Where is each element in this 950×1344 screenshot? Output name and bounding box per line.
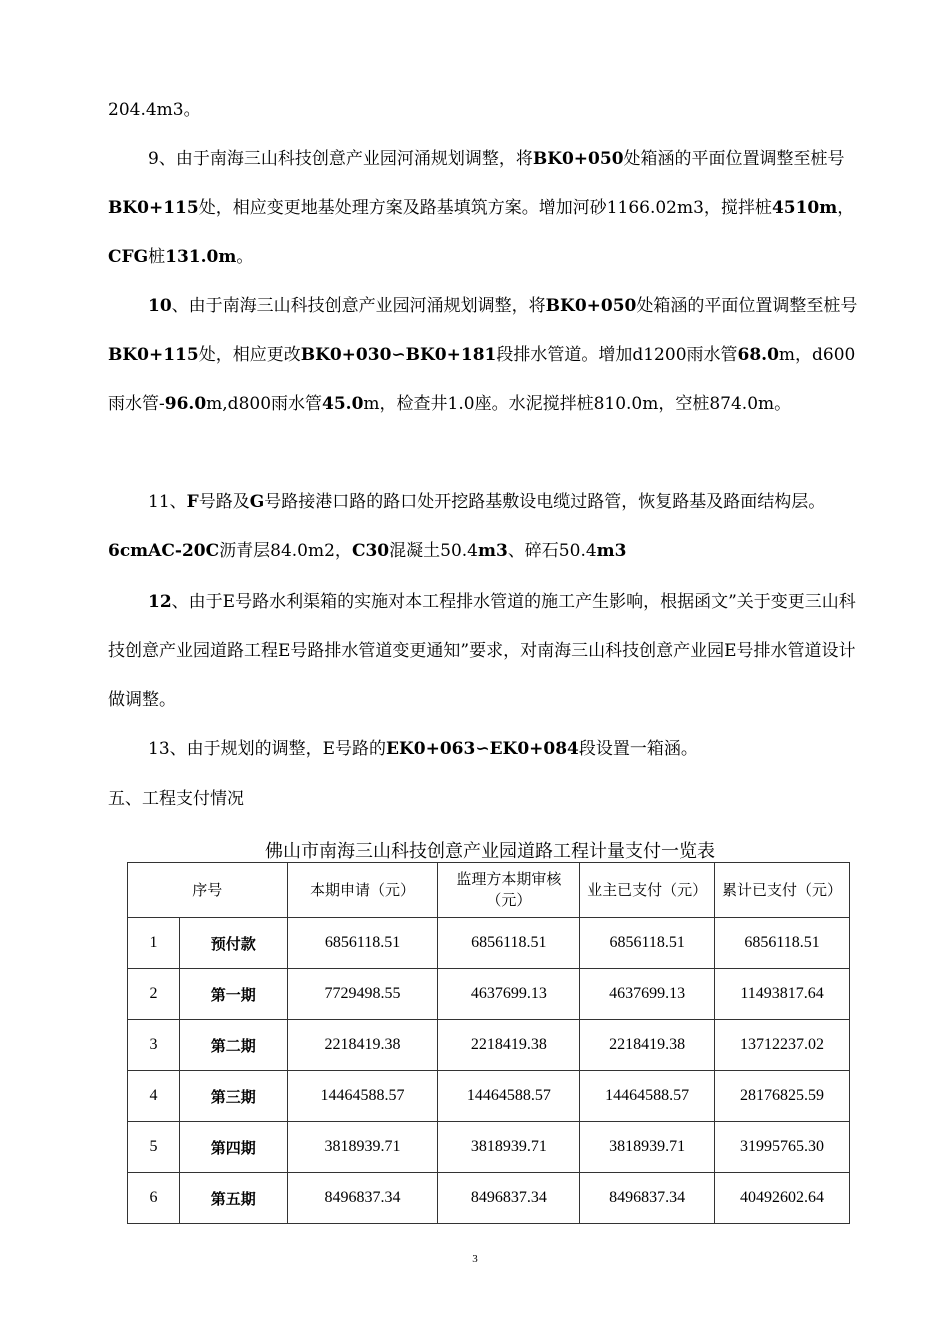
row-supervisor: 2218419.38 — [438, 1020, 580, 1071]
paragraph-item-12: 12、由于E号路水利渠箱的实施对本工程排水管道的施工产生影响，根据函文”关于变更三山科技创意产业园道路工程E号路排水管道变更通知”要求，对南海三山科技创意产业园E号排水管道设计做调整。 — [108, 592, 856, 710]
row-supervisor: 8496837.34 — [438, 1173, 580, 1224]
row-cumulative: 11493817.64 — [715, 969, 850, 1020]
paragraph-item-10: 10、由于南海三山科技创意产业园河涌规划调整，将BK0+050处箱涵的平面位置调整至桩号BK0+115处，相应更改BK0+030∽BK0+181段排水管道。增加d1200雨水管68.0m，d600雨水管-96.0m,d800雨水管45.0m，检查井1.0座。水泥搅拌桩810.0m，空桩874.0m。 — [108, 296, 858, 414]
table-row — [128, 1122, 850, 1173]
header-supervisor: 监理方本期审核（元） — [438, 863, 580, 918]
row-current: 7729498.55 — [287, 969, 438, 1020]
row-cumulative: 28176825.59 — [715, 1071, 850, 1122]
paragraph-item-9: 9、由于南海三山科技创意产业园河涌规划调整，将BK0+050处箱涵的平面位置调整至桩号BK0+115处，相应变更地基处理方案及路基填筑方案。增加河砂1166.02m3，搅拌桩4510m，CFG桩131.0m。 — [108, 149, 855, 267]
row-period: 第二期 — [179, 1020, 287, 1071]
table-row — [128, 1071, 850, 1122]
paragraph-item-11: 11、F号路及G号路接港口路的路口处开挖路基敷设电缆过路管，恢复路基及路面结构层。6cmAC-20C沥青层84.0m2，C30混凝土50.4m3、碎石50.4m3 — [108, 492, 826, 561]
paragraph-item-13: 13、由于规划的调整，E号路的EK0+063∽EK0+084段设置一箱涵。 — [148, 739, 698, 759]
row-period: 第一期 — [179, 969, 287, 1020]
table-row — [128, 1020, 850, 1071]
row-cumulative: 6856118.51 — [715, 918, 850, 969]
row-supervisor: 6856118.51 — [438, 918, 580, 969]
row-period: 第三期 — [179, 1071, 287, 1122]
row-current: 8496837.34 — [287, 1173, 438, 1224]
row-current: 6856118.51 — [287, 918, 438, 969]
row-number: 3 — [128, 1020, 180, 1071]
row-period: 预付款 — [179, 918, 287, 969]
table-caption: 佛山市南海三山科技创意产业园道路工程计量支付一览表 — [265, 841, 715, 862]
row-cumulative: 13712237.02 — [715, 1020, 850, 1071]
row-supervisor: 14464588.57 — [438, 1071, 580, 1122]
row-owner-paid: 14464588.57 — [580, 1071, 715, 1122]
row-supervisor: 3818939.71 — [438, 1122, 580, 1173]
payment-table — [127, 862, 850, 1224]
row-current: 2218419.38 — [287, 1020, 438, 1071]
row-owner-paid: 2218419.38 — [580, 1020, 715, 1071]
table-row — [128, 1173, 850, 1224]
row-current: 3818939.71 — [287, 1122, 438, 1173]
row-period: 第四期 — [179, 1122, 287, 1173]
paragraph-continuation: 204.4m3。 — [108, 100, 201, 120]
row-number: 2 — [128, 969, 180, 1020]
table-row — [128, 918, 850, 969]
row-number: 4 — [128, 1071, 180, 1122]
header-cumulative: 累计已支付（元） — [715, 863, 850, 918]
header-seq: 序号 — [128, 863, 288, 918]
table-row — [128, 969, 850, 1020]
row-supervisor: 4637699.13 — [438, 969, 580, 1020]
row-period: 第五期 — [179, 1173, 287, 1224]
header-owner-paid: 业主已支付（元） — [580, 863, 715, 918]
table-header-row — [128, 863, 850, 918]
row-owner-paid: 4637699.13 — [580, 969, 715, 1020]
page-number: 3 — [472, 1253, 478, 1265]
row-owner-paid: 6856118.51 — [580, 918, 715, 969]
section-heading: 五、工程支付情况 — [108, 789, 244, 809]
row-cumulative: 40492602.64 — [715, 1173, 850, 1224]
row-owner-paid: 3818939.71 — [580, 1122, 715, 1173]
row-number: 6 — [128, 1173, 180, 1224]
row-owner-paid: 8496837.34 — [580, 1173, 715, 1224]
row-number: 1 — [128, 918, 180, 969]
row-number: 5 — [128, 1122, 180, 1173]
row-cumulative: 31995765.30 — [715, 1122, 850, 1173]
header-current: 本期申请（元） — [287, 863, 438, 918]
row-current: 14464588.57 — [287, 1071, 438, 1122]
